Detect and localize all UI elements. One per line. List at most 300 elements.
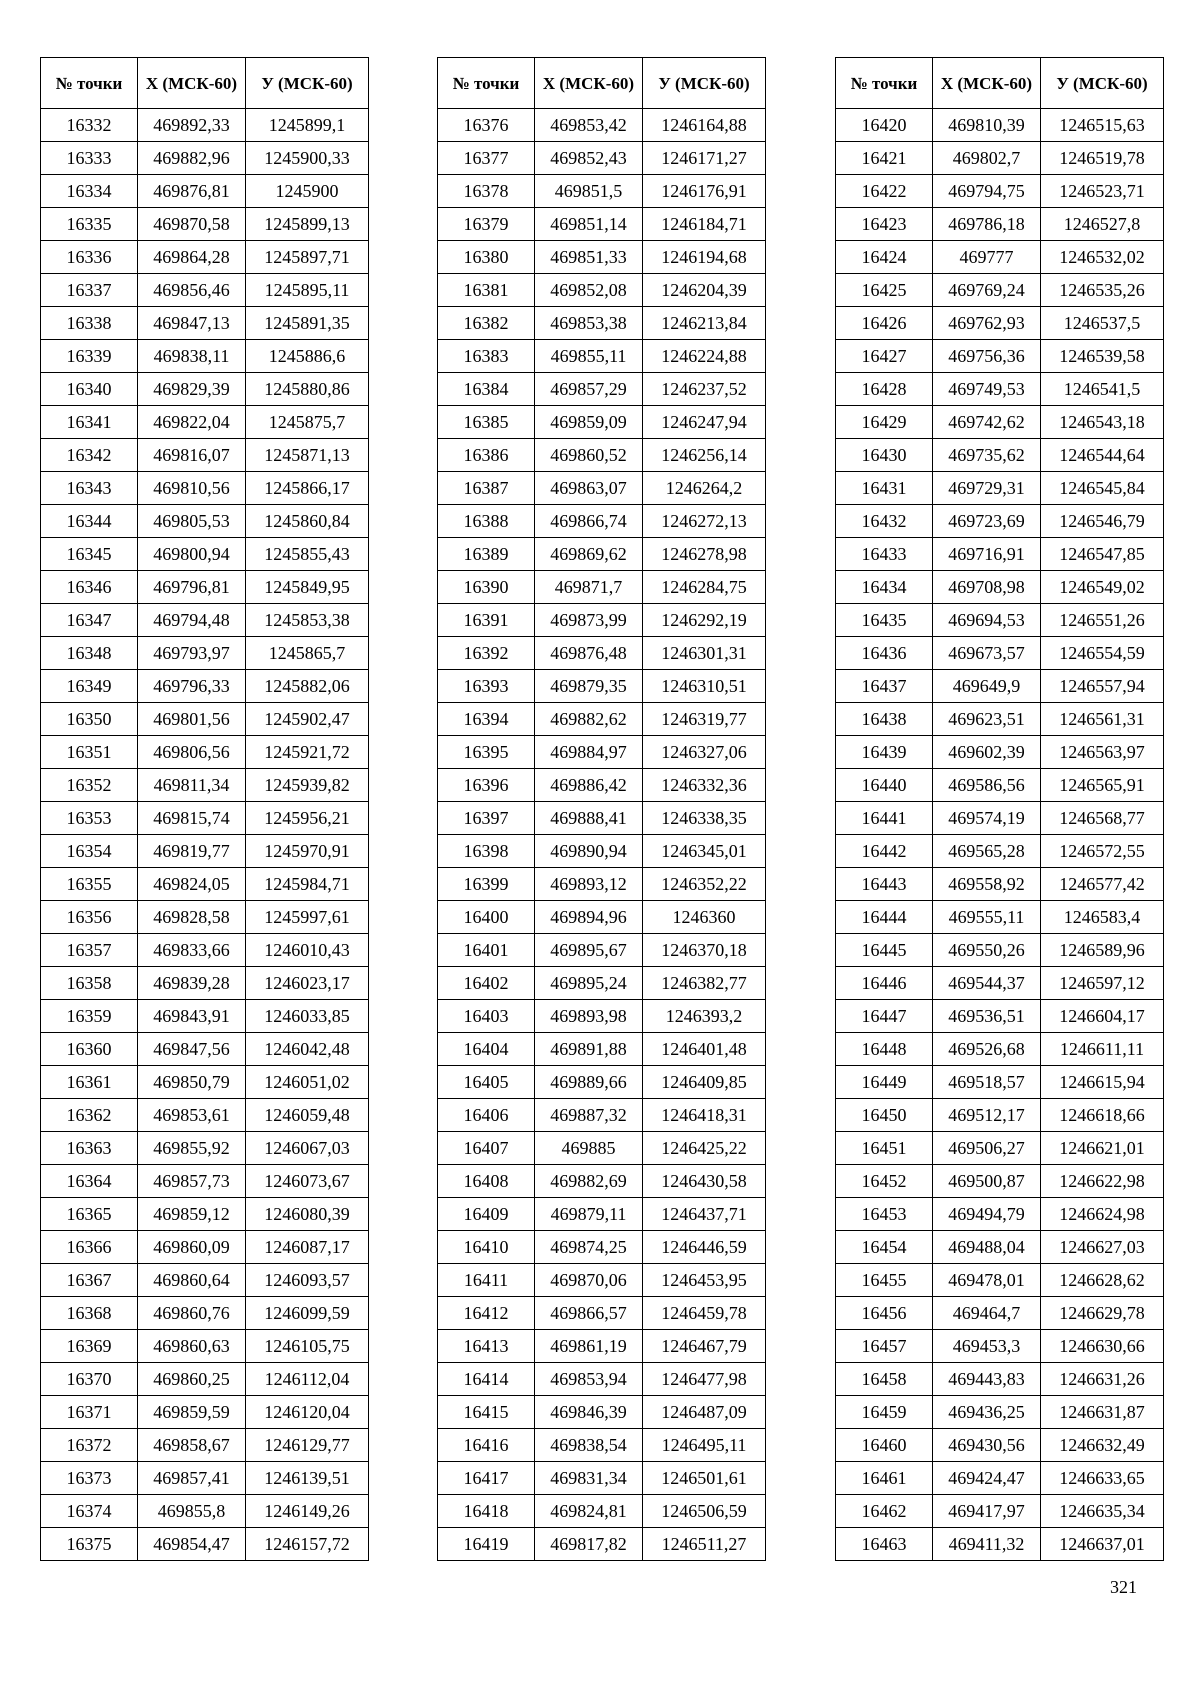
table-row bbox=[438, 1396, 766, 1429]
y-coordinate-cell: 1246059,48 bbox=[246, 1099, 369, 1132]
x-coordinate-cell: 469802,7 bbox=[933, 142, 1041, 175]
y-coordinate-cell: 1246272,13 bbox=[643, 505, 766, 538]
table-row bbox=[836, 835, 1164, 868]
y-coordinate-cell: 1246310,51 bbox=[643, 670, 766, 703]
point-number-cell: 16349 bbox=[41, 670, 138, 703]
x-coordinate-cell: 469882,96 bbox=[138, 142, 246, 175]
y-coordinate-cell: 1245997,61 bbox=[246, 901, 369, 934]
y-coordinate-cell: 1246073,67 bbox=[246, 1165, 369, 1198]
y-coordinate-cell: 1246149,26 bbox=[246, 1495, 369, 1528]
y-coordinate-cell: 1246430,58 bbox=[643, 1165, 766, 1198]
table-row bbox=[438, 274, 766, 307]
y-coordinate-cell: 1246112,04 bbox=[246, 1363, 369, 1396]
x-coordinate-cell: 469851,33 bbox=[535, 241, 643, 274]
y-coordinate-cell: 1245875,7 bbox=[246, 406, 369, 439]
point-number-cell: 16425 bbox=[836, 274, 933, 307]
y-coordinate-cell: 1245956,21 bbox=[246, 802, 369, 835]
x-coordinate-cell: 469853,38 bbox=[535, 307, 643, 340]
y-coordinate-cell: 1246467,79 bbox=[643, 1330, 766, 1363]
table-row bbox=[836, 637, 1164, 670]
point-number-cell: 16441 bbox=[836, 802, 933, 835]
point-number-cell: 16334 bbox=[41, 175, 138, 208]
y-coordinate-cell: 1246171,27 bbox=[643, 142, 766, 175]
table-row bbox=[438, 604, 766, 637]
x-coordinate-cell: 469833,66 bbox=[138, 934, 246, 967]
x-coordinate-cell: 469890,94 bbox=[535, 835, 643, 868]
point-number-cell: 16435 bbox=[836, 604, 933, 637]
x-coordinate-cell: 469891,88 bbox=[535, 1033, 643, 1066]
y-coordinate-cell: 1245866,17 bbox=[246, 472, 369, 505]
y-coordinate-cell: 1246627,03 bbox=[1041, 1231, 1164, 1264]
x-coordinate-cell: 469649,9 bbox=[933, 670, 1041, 703]
point-number-cell: 16410 bbox=[438, 1231, 535, 1264]
y-coordinate-cell: 1246129,77 bbox=[246, 1429, 369, 1462]
y-coordinate-cell: 1246618,66 bbox=[1041, 1099, 1164, 1132]
table-row bbox=[836, 1396, 1164, 1429]
x-coordinate-cell: 469536,51 bbox=[933, 1000, 1041, 1033]
point-number-cell: 16452 bbox=[836, 1165, 933, 1198]
x-coordinate-cell: 469430,56 bbox=[933, 1429, 1041, 1462]
x-coordinate-cell: 469828,58 bbox=[138, 901, 246, 934]
point-number-cell: 16449 bbox=[836, 1066, 933, 1099]
point-number-cell: 16429 bbox=[836, 406, 933, 439]
y-coordinate-cell: 1246345,01 bbox=[643, 835, 766, 868]
x-coordinate-cell: 469749,53 bbox=[933, 373, 1041, 406]
table-row bbox=[836, 208, 1164, 241]
point-number-cell: 16383 bbox=[438, 340, 535, 373]
table-row bbox=[836, 505, 1164, 538]
table-header-row bbox=[836, 58, 1164, 109]
x-coordinate-cell: 469716,91 bbox=[933, 538, 1041, 571]
x-coordinate-cell: 469793,97 bbox=[138, 637, 246, 670]
y-coordinate-cell: 1245900,33 bbox=[246, 142, 369, 175]
x-coordinate-cell: 469859,12 bbox=[138, 1198, 246, 1231]
table-row bbox=[836, 1132, 1164, 1165]
y-coordinate-cell: 1246615,94 bbox=[1041, 1066, 1164, 1099]
table-row bbox=[41, 1363, 369, 1396]
x-coordinate-cell: 469488,04 bbox=[933, 1231, 1041, 1264]
y-coordinate-cell: 1246631,26 bbox=[1041, 1363, 1164, 1396]
table-row bbox=[438, 736, 766, 769]
point-number-cell: 16411 bbox=[438, 1264, 535, 1297]
x-coordinate-cell: 469860,25 bbox=[138, 1363, 246, 1396]
table-row bbox=[41, 406, 369, 439]
x-coordinate-cell: 469866,57 bbox=[535, 1297, 643, 1330]
y-coordinate-cell: 1245891,35 bbox=[246, 307, 369, 340]
x-coordinate-cell: 469857,73 bbox=[138, 1165, 246, 1198]
y-coordinate-cell: 1246519,78 bbox=[1041, 142, 1164, 175]
header-x-coordinate: Х (МСК-60) bbox=[933, 58, 1041, 109]
point-number-cell: 16395 bbox=[438, 736, 535, 769]
table-row bbox=[438, 1495, 766, 1528]
point-number-cell: 16381 bbox=[438, 274, 535, 307]
point-number-cell: 16448 bbox=[836, 1033, 933, 1066]
x-coordinate-cell: 469518,57 bbox=[933, 1066, 1041, 1099]
point-number-cell: 16413 bbox=[438, 1330, 535, 1363]
x-coordinate-cell: 469857,29 bbox=[535, 373, 643, 406]
table-row bbox=[438, 670, 766, 703]
point-number-cell: 16453 bbox=[836, 1198, 933, 1231]
point-number-cell: 16406 bbox=[438, 1099, 535, 1132]
table-row bbox=[41, 637, 369, 670]
table-row bbox=[438, 1033, 766, 1066]
point-number-cell: 16335 bbox=[41, 208, 138, 241]
y-coordinate-cell: 1246164,88 bbox=[643, 109, 766, 142]
point-number-cell: 16382 bbox=[438, 307, 535, 340]
x-coordinate-cell: 469860,64 bbox=[138, 1264, 246, 1297]
point-number-cell: 16440 bbox=[836, 769, 933, 802]
point-number-cell: 16393 bbox=[438, 670, 535, 703]
x-coordinate-cell: 469424,47 bbox=[933, 1462, 1041, 1495]
point-number-cell: 16350 bbox=[41, 703, 138, 736]
point-number-cell: 16379 bbox=[438, 208, 535, 241]
y-coordinate-cell: 1246184,71 bbox=[643, 208, 766, 241]
table-row bbox=[836, 241, 1164, 274]
table-row bbox=[41, 1495, 369, 1528]
table-row bbox=[438, 1429, 766, 1462]
x-coordinate-cell: 469769,24 bbox=[933, 274, 1041, 307]
y-coordinate-cell: 1246264,2 bbox=[643, 472, 766, 505]
y-coordinate-cell: 1246338,35 bbox=[643, 802, 766, 835]
x-coordinate-cell: 469602,39 bbox=[933, 736, 1041, 769]
table-row bbox=[41, 1231, 369, 1264]
y-coordinate-cell: 1246194,68 bbox=[643, 241, 766, 274]
table-row bbox=[836, 802, 1164, 835]
point-number-cell: 16333 bbox=[41, 142, 138, 175]
x-coordinate-cell: 469879,35 bbox=[535, 670, 643, 703]
y-coordinate-cell: 1245897,71 bbox=[246, 241, 369, 274]
table-row bbox=[836, 1033, 1164, 1066]
x-coordinate-cell: 469876,81 bbox=[138, 175, 246, 208]
table-row bbox=[836, 1462, 1164, 1495]
x-coordinate-cell: 469708,98 bbox=[933, 571, 1041, 604]
table-row bbox=[41, 703, 369, 736]
table-row bbox=[41, 1198, 369, 1231]
x-coordinate-cell: 469874,25 bbox=[535, 1231, 643, 1264]
x-coordinate-cell: 469853,94 bbox=[535, 1363, 643, 1396]
point-number-cell: 16384 bbox=[438, 373, 535, 406]
x-coordinate-cell: 469856,46 bbox=[138, 274, 246, 307]
table-row bbox=[41, 835, 369, 868]
point-number-cell: 16439 bbox=[836, 736, 933, 769]
table-row bbox=[41, 1330, 369, 1363]
x-coordinate-cell: 469852,08 bbox=[535, 274, 643, 307]
point-number-cell: 16455 bbox=[836, 1264, 933, 1297]
y-coordinate-cell: 1246637,01 bbox=[1041, 1528, 1164, 1561]
table-row bbox=[836, 175, 1164, 208]
y-coordinate-cell: 1246523,71 bbox=[1041, 175, 1164, 208]
point-number-cell: 16460 bbox=[836, 1429, 933, 1462]
table-row bbox=[836, 571, 1164, 604]
table-row bbox=[41, 175, 369, 208]
table-row bbox=[836, 934, 1164, 967]
point-number-cell: 16389 bbox=[438, 538, 535, 571]
point-number-cell: 16462 bbox=[836, 1495, 933, 1528]
point-number-cell: 16396 bbox=[438, 769, 535, 802]
table-row bbox=[438, 1132, 766, 1165]
x-coordinate-cell: 469742,62 bbox=[933, 406, 1041, 439]
point-number-cell: 16461 bbox=[836, 1462, 933, 1495]
x-coordinate-cell: 469436,25 bbox=[933, 1396, 1041, 1429]
y-coordinate-cell: 1246093,57 bbox=[246, 1264, 369, 1297]
point-number-cell: 16367 bbox=[41, 1264, 138, 1297]
table-row bbox=[836, 967, 1164, 1000]
point-number-cell: 16427 bbox=[836, 340, 933, 373]
point-number-cell: 16414 bbox=[438, 1363, 535, 1396]
y-coordinate-cell: 1246561,31 bbox=[1041, 703, 1164, 736]
point-number-cell: 16420 bbox=[836, 109, 933, 142]
y-coordinate-cell: 1246621,01 bbox=[1041, 1132, 1164, 1165]
table-row bbox=[438, 142, 766, 175]
table-row bbox=[41, 736, 369, 769]
x-coordinate-cell: 469846,39 bbox=[535, 1396, 643, 1429]
table-row bbox=[836, 439, 1164, 472]
y-coordinate-cell: 1246501,61 bbox=[643, 1462, 766, 1495]
table-row bbox=[41, 1297, 369, 1330]
x-coordinate-cell: 469854,47 bbox=[138, 1528, 246, 1561]
point-number-cell: 16356 bbox=[41, 901, 138, 934]
table-row bbox=[438, 703, 766, 736]
x-coordinate-cell: 469810,56 bbox=[138, 472, 246, 505]
y-coordinate-cell: 1245849,95 bbox=[246, 571, 369, 604]
y-coordinate-cell: 1245865,7 bbox=[246, 637, 369, 670]
x-coordinate-cell: 469882,62 bbox=[535, 703, 643, 736]
y-coordinate-cell: 1245871,13 bbox=[246, 439, 369, 472]
table-row bbox=[836, 703, 1164, 736]
point-number-cell: 16369 bbox=[41, 1330, 138, 1363]
y-coordinate-cell: 1246284,75 bbox=[643, 571, 766, 604]
x-coordinate-cell: 469694,53 bbox=[933, 604, 1041, 637]
table-row bbox=[836, 307, 1164, 340]
x-coordinate-cell: 469860,09 bbox=[138, 1231, 246, 1264]
y-coordinate-cell: 1245970,91 bbox=[246, 835, 369, 868]
table-row bbox=[836, 538, 1164, 571]
point-number-cell: 16351 bbox=[41, 736, 138, 769]
y-coordinate-cell: 1245900 bbox=[246, 175, 369, 208]
point-number-cell: 16459 bbox=[836, 1396, 933, 1429]
y-coordinate-cell: 1246495,11 bbox=[643, 1429, 766, 1462]
x-coordinate-cell: 469762,93 bbox=[933, 307, 1041, 340]
point-number-cell: 16364 bbox=[41, 1165, 138, 1198]
y-coordinate-cell: 1246067,03 bbox=[246, 1132, 369, 1165]
table-row bbox=[438, 1462, 766, 1495]
y-coordinate-cell: 1246622,98 bbox=[1041, 1165, 1164, 1198]
point-number-cell: 16442 bbox=[836, 835, 933, 868]
point-number-cell: 16398 bbox=[438, 835, 535, 868]
table-row bbox=[438, 1264, 766, 1297]
point-number-cell: 16378 bbox=[438, 175, 535, 208]
table-row bbox=[836, 109, 1164, 142]
y-coordinate-cell: 1245939,82 bbox=[246, 769, 369, 802]
y-coordinate-cell: 1246204,39 bbox=[643, 274, 766, 307]
point-number-cell: 16365 bbox=[41, 1198, 138, 1231]
point-number-cell: 16363 bbox=[41, 1132, 138, 1165]
point-number-cell: 16400 bbox=[438, 901, 535, 934]
point-number-cell: 16359 bbox=[41, 1000, 138, 1033]
y-coordinate-cell: 1246087,17 bbox=[246, 1231, 369, 1264]
table-body bbox=[41, 109, 369, 1561]
table-row bbox=[438, 967, 766, 1000]
y-coordinate-cell: 1246393,2 bbox=[643, 1000, 766, 1033]
table-body bbox=[836, 109, 1164, 1561]
table-row bbox=[41, 307, 369, 340]
point-number-cell: 16376 bbox=[438, 109, 535, 142]
y-coordinate-cell: 1246437,71 bbox=[643, 1198, 766, 1231]
x-coordinate-cell: 469723,69 bbox=[933, 505, 1041, 538]
y-coordinate-cell: 1246572,55 bbox=[1041, 835, 1164, 868]
point-number-cell: 16423 bbox=[836, 208, 933, 241]
y-coordinate-cell: 1246023,17 bbox=[246, 967, 369, 1000]
table-row bbox=[438, 208, 766, 241]
y-coordinate-cell: 1246453,95 bbox=[643, 1264, 766, 1297]
table-row bbox=[438, 1000, 766, 1033]
y-coordinate-cell: 1245899,1 bbox=[246, 109, 369, 142]
x-coordinate-cell: 469796,81 bbox=[138, 571, 246, 604]
x-coordinate-cell: 469866,74 bbox=[535, 505, 643, 538]
table-row bbox=[41, 373, 369, 406]
point-number-cell: 16348 bbox=[41, 637, 138, 670]
x-coordinate-cell: 469857,41 bbox=[138, 1462, 246, 1495]
table-row bbox=[836, 769, 1164, 802]
y-coordinate-cell: 1246604,17 bbox=[1041, 1000, 1164, 1033]
table-row bbox=[836, 340, 1164, 373]
point-number-cell: 16344 bbox=[41, 505, 138, 538]
y-coordinate-cell: 1246010,43 bbox=[246, 934, 369, 967]
x-coordinate-cell: 469824,81 bbox=[535, 1495, 643, 1528]
x-coordinate-cell: 469756,36 bbox=[933, 340, 1041, 373]
y-coordinate-cell: 1246237,52 bbox=[643, 373, 766, 406]
header-x-coordinate: Х (МСК-60) bbox=[535, 58, 643, 109]
y-coordinate-cell: 1246120,04 bbox=[246, 1396, 369, 1429]
table-row bbox=[836, 1099, 1164, 1132]
point-number-cell: 16386 bbox=[438, 439, 535, 472]
point-number-cell: 16457 bbox=[836, 1330, 933, 1363]
table-row bbox=[41, 1429, 369, 1462]
y-coordinate-cell: 1245984,71 bbox=[246, 868, 369, 901]
y-coordinate-cell: 1246327,06 bbox=[643, 736, 766, 769]
point-number-cell: 16358 bbox=[41, 967, 138, 1000]
table-row bbox=[836, 1495, 1164, 1528]
y-coordinate-cell: 1246543,18 bbox=[1041, 406, 1164, 439]
x-coordinate-cell: 469478,01 bbox=[933, 1264, 1041, 1297]
x-coordinate-cell: 469861,19 bbox=[535, 1330, 643, 1363]
x-coordinate-cell: 469851,5 bbox=[535, 175, 643, 208]
point-number-cell: 16372 bbox=[41, 1429, 138, 1462]
x-coordinate-cell: 469893,12 bbox=[535, 868, 643, 901]
header-y-coordinate: У (МСК-60) bbox=[246, 58, 369, 109]
point-number-cell: 16366 bbox=[41, 1231, 138, 1264]
point-number-cell: 16339 bbox=[41, 340, 138, 373]
x-coordinate-cell: 469805,53 bbox=[138, 505, 246, 538]
x-coordinate-cell: 469801,56 bbox=[138, 703, 246, 736]
y-coordinate-cell: 1246539,58 bbox=[1041, 340, 1164, 373]
point-number-cell: 16430 bbox=[836, 439, 933, 472]
point-number-cell: 16374 bbox=[41, 1495, 138, 1528]
x-coordinate-cell: 469796,33 bbox=[138, 670, 246, 703]
table-row bbox=[836, 373, 1164, 406]
y-coordinate-cell: 1246597,12 bbox=[1041, 967, 1164, 1000]
point-number-cell: 16394 bbox=[438, 703, 535, 736]
table-row bbox=[438, 901, 766, 934]
table-row bbox=[836, 1198, 1164, 1231]
table-row bbox=[41, 142, 369, 175]
y-coordinate-cell: 1246506,59 bbox=[643, 1495, 766, 1528]
y-coordinate-cell: 1246628,62 bbox=[1041, 1264, 1164, 1297]
point-number-cell: 16341 bbox=[41, 406, 138, 439]
table-row bbox=[438, 505, 766, 538]
x-coordinate-cell: 469506,27 bbox=[933, 1132, 1041, 1165]
point-number-cell: 16392 bbox=[438, 637, 535, 670]
x-coordinate-cell: 469816,07 bbox=[138, 439, 246, 472]
x-coordinate-cell: 469574,19 bbox=[933, 802, 1041, 835]
table-row bbox=[836, 1429, 1164, 1462]
table-row bbox=[41, 274, 369, 307]
x-coordinate-cell: 469855,92 bbox=[138, 1132, 246, 1165]
table-row bbox=[438, 1165, 766, 1198]
table-row bbox=[836, 1330, 1164, 1363]
point-number-cell: 16456 bbox=[836, 1297, 933, 1330]
y-coordinate-cell: 1246278,98 bbox=[643, 538, 766, 571]
table-row bbox=[438, 868, 766, 901]
table-row bbox=[41, 1396, 369, 1429]
y-coordinate-cell: 1246176,91 bbox=[643, 175, 766, 208]
x-coordinate-cell: 469855,8 bbox=[138, 1495, 246, 1528]
y-coordinate-cell: 1246624,98 bbox=[1041, 1198, 1164, 1231]
point-number-cell: 16421 bbox=[836, 142, 933, 175]
x-coordinate-cell: 469811,34 bbox=[138, 769, 246, 802]
table-row bbox=[41, 109, 369, 142]
point-number-cell: 16404 bbox=[438, 1033, 535, 1066]
point-number-cell: 16432 bbox=[836, 505, 933, 538]
y-coordinate-cell: 1246577,42 bbox=[1041, 868, 1164, 901]
x-coordinate-cell: 469853,61 bbox=[138, 1099, 246, 1132]
x-coordinate-cell: 469893,98 bbox=[535, 1000, 643, 1033]
x-coordinate-cell: 469838,54 bbox=[535, 1429, 643, 1462]
point-number-cell: 16377 bbox=[438, 142, 535, 175]
point-number-cell: 16371 bbox=[41, 1396, 138, 1429]
y-coordinate-cell: 1246157,72 bbox=[246, 1528, 369, 1561]
point-number-cell: 16436 bbox=[836, 637, 933, 670]
y-coordinate-cell: 1246527,8 bbox=[1041, 208, 1164, 241]
y-coordinate-cell: 1246319,77 bbox=[643, 703, 766, 736]
x-coordinate-cell: 469565,28 bbox=[933, 835, 1041, 868]
point-number-cell: 16345 bbox=[41, 538, 138, 571]
point-number-cell: 16336 bbox=[41, 241, 138, 274]
point-number-cell: 16346 bbox=[41, 571, 138, 604]
y-coordinate-cell: 1246213,84 bbox=[643, 307, 766, 340]
table-row bbox=[438, 769, 766, 802]
x-coordinate-cell: 469822,04 bbox=[138, 406, 246, 439]
point-number-cell: 16451 bbox=[836, 1132, 933, 1165]
table-row bbox=[438, 109, 766, 142]
x-coordinate-cell: 469892,33 bbox=[138, 109, 246, 142]
x-coordinate-cell: 469586,56 bbox=[933, 769, 1041, 802]
y-coordinate-cell: 1246446,59 bbox=[643, 1231, 766, 1264]
x-coordinate-cell: 469831,34 bbox=[535, 1462, 643, 1495]
x-coordinate-cell: 469544,37 bbox=[933, 967, 1041, 1000]
point-number-cell: 16444 bbox=[836, 901, 933, 934]
point-number-cell: 16431 bbox=[836, 472, 933, 505]
table-row bbox=[41, 1528, 369, 1561]
point-number-cell: 16443 bbox=[836, 868, 933, 901]
x-coordinate-cell: 469838,11 bbox=[138, 340, 246, 373]
x-coordinate-cell: 469860,76 bbox=[138, 1297, 246, 1330]
y-coordinate-cell: 1246051,02 bbox=[246, 1066, 369, 1099]
x-coordinate-cell: 469819,77 bbox=[138, 835, 246, 868]
x-coordinate-cell: 469860,63 bbox=[138, 1330, 246, 1363]
y-coordinate-cell: 1246611,11 bbox=[1041, 1033, 1164, 1066]
y-coordinate-cell: 1245895,11 bbox=[246, 274, 369, 307]
